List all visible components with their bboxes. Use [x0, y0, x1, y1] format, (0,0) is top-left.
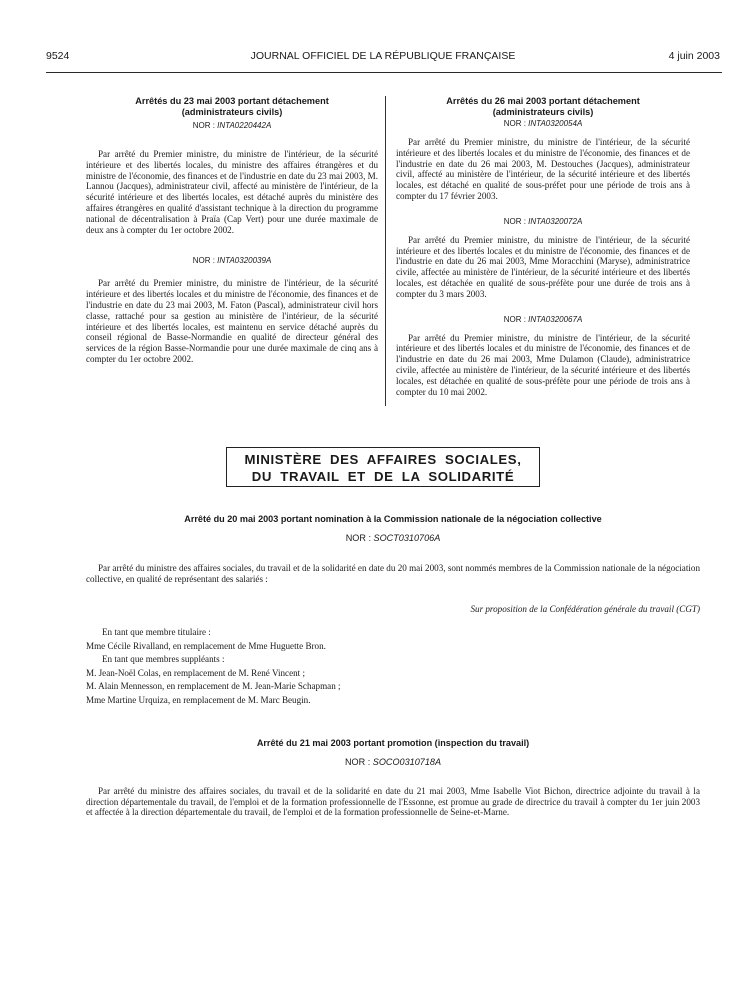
- page-header: [46, 50, 720, 64]
- issue-date: 4 juin 2003: [668, 50, 720, 62]
- nor-label: NOR :: [192, 256, 215, 266]
- left-column: [86, 96, 378, 365]
- column-divider: [385, 96, 386, 406]
- member-entry: M. Alain Mennesson, en remplacement de M. Jean-Marie Schapman ;: [86, 681, 341, 691]
- member-entry: Mme Cécile Rivalland, en remplacement de Mme Huguette Bron.: [86, 640, 326, 651]
- member-entry: M. Jean-Noël Colas, en remplacement de M. René Vincent ;: [86, 667, 305, 678]
- decree-paragraph: Par arrêté du Premier ministre, du ministre de l'intérieur, de la sécurité intérieure et des libertés locales et du ministre de l'économie, des finances et de l'industrie en date du 23 mai 2003, M. Faton (Pascal), administrateur civil hors classe, rattaché pour sa gestion au ministère de l'intérieur, de la sécurité intérieure et des libertés locales, est maintenu en service détaché auprès du conseil régional de Basse-Normandie en qualité de directeur général des services de la région Basse-Normandie pour une durée maximale de cinq ans à compter du 1er octobre 2002.: [86, 278, 378, 364]
- nor-reference: [86, 255, 378, 266]
- decree-paragraph: Par arrêté du Premier ministre, du ministre de l'intérieur, de la sécurité intérieure et des libertés locales et du ministre de l'économie, des finances et de l'industrie en date du 26 mai 2003, Mme Moracchini (Maryse), administratrice civile, affectée au ministère de l'intérieur, de la sécurité intérieure et des libertés locales, est détachée en qualité de sous-préfète pour une durée de trois ans à compter du 3 mars 2003.: [396, 234, 690, 299]
- decree-title: Arrêté du 20 mai 2003 portant nomination à la Commission nationale de la négociation collective: [184, 514, 602, 524]
- member-entry: Mme Martine Urquiza, en remplacement de M. Marc Beugin.: [86, 694, 311, 705]
- decree-paragraph: Par arrêté du Premier ministre, du ministre de l'intérieur, de la sécurité intérieure et des libertés locales et du ministre de l'économie, des finances et de l'industrie en date du 26 mai 2003, M. Destouches (Jacques), administrateur civil, affecté au ministère de l'intérieur, de la sécurité intérieure et des libertés locales, est détaché en qualité de sous-préfet pour une période de trois ans à compter du 17 février 2003.: [396, 137, 690, 201]
- ministry-heading-line2: DU TRAVAIL ET DE LA SOLIDARITÉ: [251, 469, 515, 484]
- nor-reference: [86, 533, 700, 544]
- page-number: 9524: [46, 50, 70, 62]
- section-title-line1: Arrêtés du 23 mai 2003 portant détachement: [135, 96, 329, 106]
- nor-code: SOCT0310706A: [373, 533, 441, 543]
- decree-paragraph: Par arrêté du ministre des affaires sociales, du travail et de la solidarité en date du 21 mai 2003, Mme Isabelle Viot Bichon, directrice adjointe du travail à la direction départementale du travail, de l'emploi et de la formation professionnelle de l'Essonne, est promue au grade de directrice du travail à compter du 1er juin 2003 et affectée à la direction départementale du travail, de l'emploi et de la formation professionnelle de Seine-et-Marne.: [86, 786, 700, 818]
- nor-reference: [86, 757, 700, 768]
- nor-reference: [396, 314, 690, 325]
- nor-code: INTA0320067A: [528, 314, 583, 324]
- decree-paragraph: Par arrêté du Premier ministre, du ministre de l'intérieur, de la sécurité intérieure et des libertés locales et du ministre de l'économie, des finances et de l'industrie en date du 26 mai 2003, Mme Dulamon (Claude), administratrice civile, affectée au ministère de l'intérieur, de la sécurité intérieure et des libertés locales, est détachée en qualité de sous-préfète pour une période de trois ans à compter du 10 mai 2002.: [396, 332, 690, 397]
- section-title-line1: Arrêtés du 26 mai 2003 portant détachement: [446, 96, 640, 106]
- substitute-heading: En tant que membres suppléants :: [102, 654, 225, 664]
- ministry-heading: [226, 447, 540, 487]
- header-rule: [46, 72, 722, 73]
- nor-code: SOCO0310718A: [372, 757, 442, 767]
- nor-label: NOR :: [503, 119, 526, 128]
- titular-heading: En tant que membre titulaire :: [102, 627, 211, 637]
- proposition-line: Sur proposition de la Confédération générale du travail (CGT): [470, 604, 700, 614]
- nor-label: NOR :: [192, 121, 215, 130]
- nor-code: INTA0320072A: [528, 216, 583, 226]
- nor-label: NOR :: [344, 757, 371, 767]
- decree-paragraph: Par arrêté du ministre des affaires sociales, du travail et de la solidarité en date du 20 mai 2003, sont nommés membres de la Commission nationale de la négociation collective, en qualité de représentant des salariés :: [86, 563, 700, 584]
- nor-label: NOR :: [345, 533, 371, 543]
- nor-label: NOR :: [503, 314, 526, 324]
- journal-title: JOURNAL OFFICIEL DE LA RÉPUBLIQUE FRANÇAISE: [250, 50, 516, 62]
- nor-reference: [396, 216, 690, 227]
- nor-label: NOR :: [503, 216, 526, 226]
- decree-paragraph: Par arrêté du Premier ministre, du ministre de l'intérieur, de la sécurité intérieure et des libertés locales, du ministre des affaires étrangères et du ministre de l'économie, des finances et de l'industrie en date du 23 mai 2003, M. Lannou (Jacques), administrateur civil, affecté au ministère de l'intérieur, de la sécurité intérieure et des libertés locales, est détaché auprès du ministère des affaires étrangères en qualité d'assistant technique à la direction du programme national de décentralisation à Praïa (Cap Vert) pour une durée maximale de deux ans à compter du 1er octobre 2002.: [86, 149, 378, 235]
- nor-code: INTA0320054A: [528, 119, 583, 128]
- nor-code: INTA0320039A: [217, 256, 272, 266]
- member-list: [86, 626, 700, 707]
- section-title-line2: (administrateurs civils): [181, 107, 283, 117]
- ministry-heading-line1: MINISTÈRE DES AFFAIRES SOCIALES,: [244, 452, 522, 467]
- nor-code: INTA0220442A: [217, 121, 272, 130]
- right-column: [396, 96, 690, 397]
- section-title-line2: (administrateurs civils): [492, 107, 594, 117]
- nor-reference: [86, 120, 378, 131]
- decree-title: Arrêté du 21 mai 2003 portant promotion (inspection du travail): [256, 738, 530, 748]
- nor-reference: [396, 118, 690, 129]
